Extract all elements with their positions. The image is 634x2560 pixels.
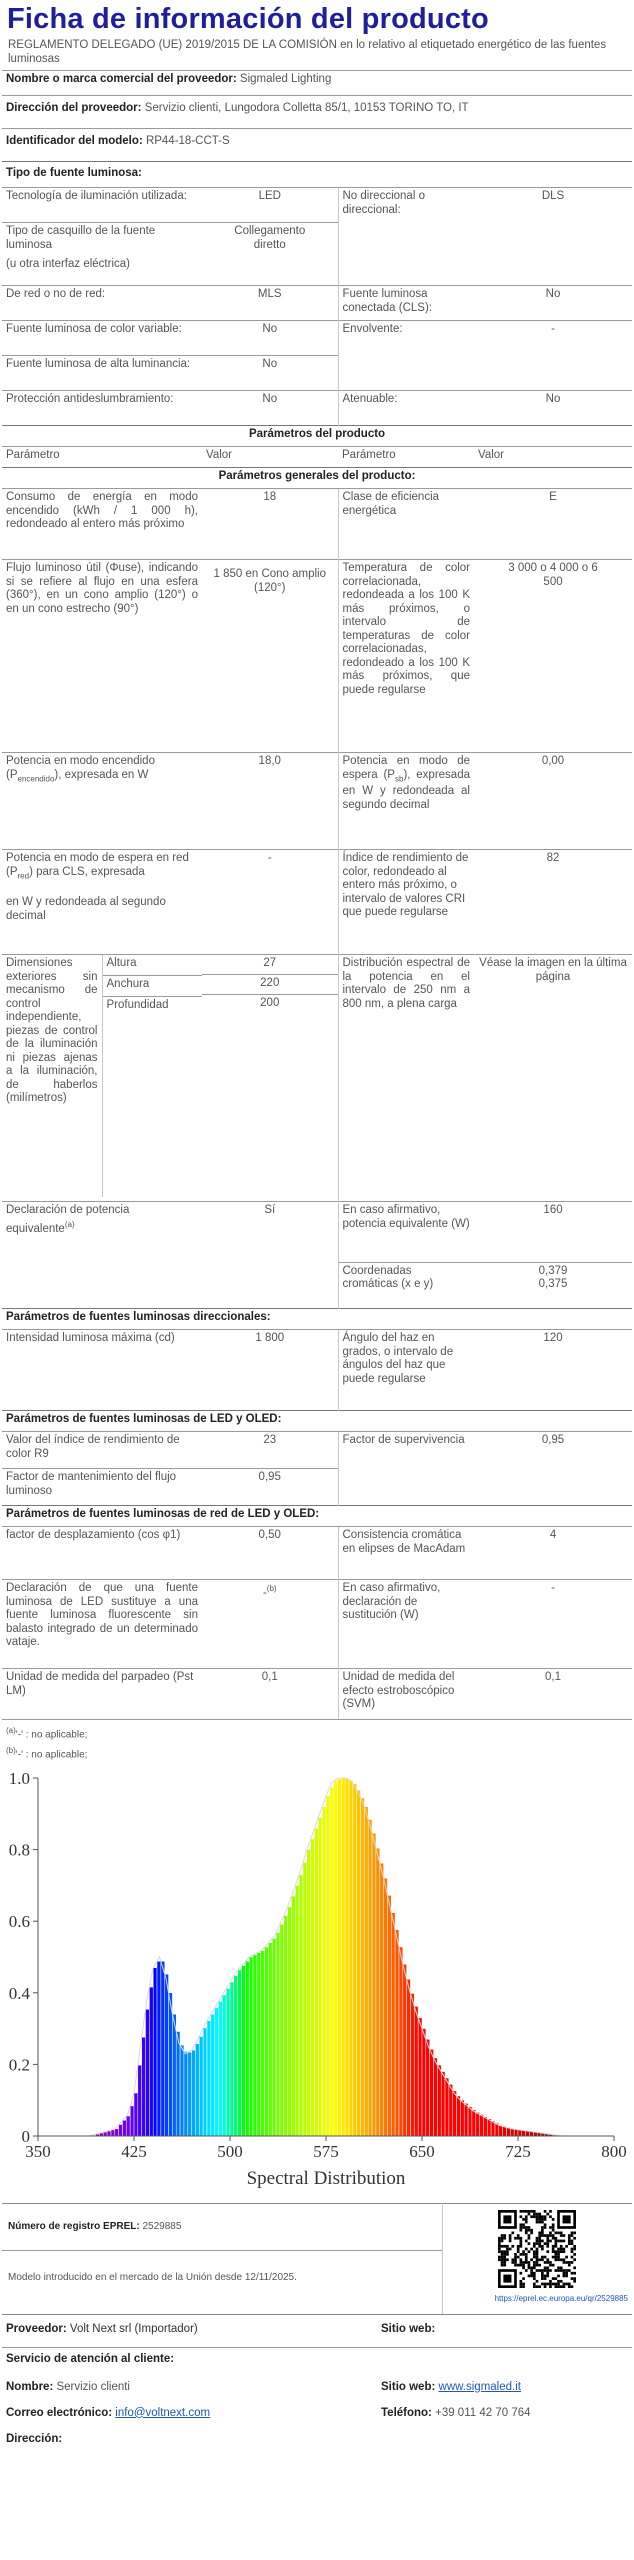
net-standby-value: - xyxy=(202,850,338,955)
model-id-label: Identificador del modelo: xyxy=(6,135,143,147)
power-label: Potencia en modo encendido $(P_{encendido})$, expresada en W xyxy=(2,753,202,850)
spectral-bar xyxy=(441,2071,445,2135)
contact-email-label: Correo electrónico: xyxy=(6,2406,113,2419)
spectral-bar xyxy=(176,2031,180,2136)
y-tick-label: 0.2 xyxy=(8,2055,30,2075)
disp-value: 0,50 xyxy=(202,1527,338,1580)
spectral-bar xyxy=(368,1819,372,2136)
chroma-y-value: 0,375 xyxy=(538,1278,568,1290)
survival-value: 0,95 xyxy=(474,1432,632,1469)
contact-phone-label: Teléfono: xyxy=(381,2406,432,2419)
spectral-bar xyxy=(480,2114,484,2136)
intensity-value: 1 800 xyxy=(202,1330,338,1411)
net-standby-row xyxy=(2,850,632,955)
section-led-oled: Parámetros de fuentes luminosas de LED y OLED: xyxy=(2,1411,632,1432)
width-label: Anchura xyxy=(102,976,202,997)
spectral-bar xyxy=(499,2125,503,2136)
spectral-bar xyxy=(372,1833,376,2136)
chroma-row xyxy=(2,1262,632,1309)
contact-name-label: Nombre: xyxy=(6,2380,54,2393)
model-id-value: RP44-18-CCT-S xyxy=(145,135,230,147)
net-standby-label: Potencia en modo de espera en red $(P_{red})$ para CLS, expresada en W y redondeada al segundo decimal xyxy=(2,850,202,955)
eprel-url-link[interactable]: https://eprel.ec.europa.eu/qr/2529885 xyxy=(494,2294,628,2304)
spectral-bar xyxy=(460,2100,464,2136)
section-source-type: Tipo de fuente luminosa: xyxy=(2,162,632,188)
dimensions-subtable xyxy=(2,955,202,1197)
spectral-bar xyxy=(514,2129,518,2136)
spectral-bar xyxy=(334,1781,338,2136)
flux-row xyxy=(2,560,632,753)
mains-value: MLS xyxy=(202,286,338,321)
technology-value: LED xyxy=(202,188,338,223)
r9-label: Valor del índice de rendimiento de color R9 xyxy=(2,1432,202,1469)
spectral-bar xyxy=(510,2128,514,2136)
spectral-bar xyxy=(291,1896,295,2136)
spectral-bar xyxy=(487,2118,491,2135)
cap-type-label-note: (u otra interfaz eléctrica) xyxy=(6,258,130,270)
provider-label: Proveedor: xyxy=(6,2322,67,2335)
variable-color-value: No xyxy=(202,321,338,356)
page-title: Ficha de información del producto xyxy=(7,3,489,35)
macadam-value: 4 xyxy=(474,1527,632,1580)
contact-address-label: Dirección: xyxy=(6,2432,63,2445)
y-tick-labels xyxy=(9,1770,38,2146)
contact-phone-value: +39 011 42 70 764 xyxy=(435,2406,531,2419)
cri-value: 82 xyxy=(474,850,632,955)
supplier-name-label: Nombre o marca comercial del proveedor: xyxy=(6,73,237,85)
depth-value: 200 xyxy=(202,994,338,1011)
technology-label: Tecnología de iluminación utilizada: xyxy=(2,188,202,223)
spectral-bar xyxy=(288,1907,292,2136)
cap-type-value: Collegamento diretto xyxy=(202,223,338,286)
spectral-bar xyxy=(472,2110,476,2136)
dimmable-label: Atenuable: xyxy=(338,391,474,426)
spectral-bar xyxy=(103,2132,107,2136)
equiv-w-label: En caso afirmativo, potencia equivalente (W) xyxy=(338,1202,474,1263)
depth-label: Profundidad xyxy=(102,997,202,1198)
flicker-value: 0,1 xyxy=(202,1669,338,1720)
spectral-bar xyxy=(361,1798,365,2136)
spectral-bar xyxy=(207,2020,211,2135)
flicker-row xyxy=(2,1669,632,1720)
spectral-bar xyxy=(123,2120,127,2136)
cri-label: Índice de rendimiento de color, redondeado al entero más próximo, o intervalo de valores CRI que puede regularse xyxy=(338,850,474,955)
x-tick-label: 425 xyxy=(121,2141,147,2161)
x-axis-title: Spectral Distribution xyxy=(246,2167,406,2189)
contact-email-link[interactable]: info@voltnext.com xyxy=(115,2406,211,2419)
spectral-bar xyxy=(276,1932,280,2135)
spectral-bar xyxy=(226,1988,230,2136)
spectral-bar xyxy=(387,1895,391,2136)
spectral-bar xyxy=(353,1783,357,2135)
provider-website-label: Sitio web: xyxy=(381,2322,436,2335)
spectral-distribution-chart xyxy=(2,1770,632,2190)
spectral-bar xyxy=(161,1961,165,2136)
eprel-reg-value: 2529885 xyxy=(142,2220,182,2232)
spectral-bar xyxy=(457,2096,461,2136)
spectral-bar xyxy=(395,1929,399,2135)
equiv-w-value: 160 xyxy=(474,1202,632,1263)
r9-value: 23 xyxy=(202,1432,338,1469)
standby-value: 0,00 xyxy=(474,753,632,850)
model-id-row xyxy=(2,129,632,162)
spectral-bar xyxy=(199,2036,203,2136)
product-info-sheet xyxy=(2,0,632,2455)
spectral-bar xyxy=(230,1982,234,2136)
y-tick-label: 0.4 xyxy=(8,1983,30,2003)
r9-row xyxy=(2,1432,632,1469)
spectral-bar xyxy=(146,2009,150,2136)
high-luminance-value: No xyxy=(202,356,338,391)
spectral-bar xyxy=(326,1796,330,2136)
spectral-bar xyxy=(338,1778,342,2135)
supplier-name-value: Sigmaled Lighting xyxy=(239,73,332,85)
spectral-bar xyxy=(330,1787,334,2136)
spectral-bar xyxy=(134,2093,138,2136)
spectral-bar xyxy=(257,1952,261,2135)
spectral-bar xyxy=(280,1924,284,2136)
spectral-bar xyxy=(234,1975,238,2135)
eprel-intro: Modelo introducido en el mercado de la Unión desde 12/11/2025. xyxy=(2,2250,442,2311)
spectral-bar xyxy=(142,2037,146,2136)
spectral-bar xyxy=(299,1874,303,2135)
col-param-2: Parámetro xyxy=(338,447,474,468)
spectral-bar xyxy=(238,1970,242,2136)
class-value: E xyxy=(474,489,632,560)
strobe-value: 0,1 xyxy=(474,1669,632,1720)
cls-value: No xyxy=(474,286,632,321)
contact-web-link[interactable]: www.sigmaled.it xyxy=(438,2380,521,2393)
spectral-bar xyxy=(222,1995,226,2136)
spectral-bar xyxy=(272,1938,276,2136)
spectral-bar xyxy=(249,1957,253,2136)
provider-value: Volt Next srl (Importador) xyxy=(69,2322,198,2335)
class-label: Clase de eficiencia energética xyxy=(338,489,474,560)
spectral-bar xyxy=(434,2058,438,2136)
page-subtitle: REGLAMENTO DELEGADO (UE) 2019/2015 DE LA COMISIÓN en lo relativo al etiquetado energético de las fuentes luminosas xyxy=(8,39,607,65)
spectral-bar xyxy=(384,1878,388,2136)
spectral-bar xyxy=(219,2001,223,2136)
replace-w-value: - xyxy=(474,1580,632,1669)
envelope-value: - xyxy=(474,321,632,356)
cls-label: Fuente luminosa conectada (CLS): xyxy=(338,286,474,321)
col-value-1: Valor xyxy=(202,447,338,468)
anti-glare-value: No xyxy=(202,391,338,426)
flux-label: Flujo luminoso útil (Φuse), indicando si se refiere al flujo en una esfera (360°), en un cono amplio (120°) o en un cono estrecho (90°) xyxy=(2,560,202,753)
supplier-address-row xyxy=(2,96,632,129)
maint-label: Factor de mantenimiento del flujo luminoso xyxy=(2,1469,202,1506)
standby-label: Potencia en modo de espera $(P_{sb})$, expresada en W y redondeada al segundo decimal xyxy=(338,753,474,850)
spectral-bar xyxy=(449,2084,453,2136)
energy-value: 18 xyxy=(202,489,338,560)
intensity-row xyxy=(2,1330,632,1411)
spectral-bar xyxy=(130,2106,134,2136)
spectral-bar xyxy=(476,2112,480,2136)
spectral-bar xyxy=(391,1912,395,2135)
source-row-2 xyxy=(2,223,632,286)
spectral-bar xyxy=(422,2028,426,2135)
power-value: 18,0 xyxy=(202,753,338,850)
section-mains-led: Parámetros de fuentes luminosas de red de LED y OLED: xyxy=(2,1506,632,1527)
spectral-bar xyxy=(407,1979,411,2136)
spectral-bar xyxy=(268,1942,272,2135)
spd-label: Distribución espectral de la potencia en el intervalo de 250 nm a 800 nm, a plena carga xyxy=(338,955,474,1202)
flicker-label: Unidad de medida del parpadeo (Pst LM) xyxy=(2,1669,202,1720)
envelope-label: Envolvente: xyxy=(338,321,474,356)
spectral-bar xyxy=(322,1806,326,2135)
spectral-bar xyxy=(464,2103,468,2136)
spectral-bar xyxy=(445,2078,449,2136)
y-tick-label: 0 xyxy=(21,2126,30,2146)
spd-value: Véase la imagen en la última página xyxy=(474,955,632,1202)
intensity-label: Intensidad luminosa máxima (cd) xyxy=(2,1330,202,1411)
footnote-b: $^{(b)}$'-' : no aplicable; xyxy=(6,1746,88,1761)
dimmable-value: No xyxy=(474,391,632,426)
contact-table xyxy=(2,2314,632,2455)
contact-web-label: Sitio web: xyxy=(381,2380,436,2393)
power-row xyxy=(2,753,632,850)
spectral-bar xyxy=(403,1964,407,2136)
footnotes xyxy=(6,1723,628,1764)
x-tick-label: 350 xyxy=(25,2141,51,2161)
spectral-bar xyxy=(126,2116,130,2136)
spectral-bar xyxy=(169,1992,173,2135)
equiv-row xyxy=(2,1202,632,1263)
spectral-bar xyxy=(115,2128,119,2135)
directional-value: DLS xyxy=(474,188,632,223)
spectral-bar xyxy=(211,2014,215,2136)
spectral-bar xyxy=(364,1806,368,2135)
flux-value: 1 850 en Cono amplio (120°) xyxy=(202,560,338,753)
spectral-bar xyxy=(245,1961,249,2136)
spectral-bar xyxy=(318,1817,322,2136)
spectral-bar xyxy=(341,1778,345,2136)
spectral-bar xyxy=(157,1961,161,2136)
source-row-6 xyxy=(2,391,632,426)
source-row-5 xyxy=(2,356,632,391)
beam-label: Ángulo del haz en grados, o intervalo de ángulos del haz que puede regularse xyxy=(338,1330,474,1411)
chroma-label: Coordenadas cromáticas (x e y) xyxy=(338,1262,474,1309)
main-table xyxy=(2,70,632,1720)
eprel-block xyxy=(2,2203,632,2314)
spectral-bar xyxy=(414,2006,418,2136)
x-tick-label: 650 xyxy=(409,2141,435,2161)
beam-value: 120 xyxy=(474,1330,632,1411)
mains-label: De red o no de red: xyxy=(2,286,202,321)
spectral-bar xyxy=(284,1915,288,2136)
directional-label: No direccional o direccional: xyxy=(338,188,474,223)
high-luminance-label: Fuente luminosa de alta luminancia: xyxy=(2,356,202,391)
customer-service-label: Servicio de atención al cliente: xyxy=(2,2347,632,2375)
spectral-bar xyxy=(261,1950,265,2135)
spectral-bar xyxy=(253,1955,257,2136)
spectral-bar xyxy=(111,2130,115,2136)
spectral-bar xyxy=(426,2039,430,2136)
params-header-row xyxy=(2,447,632,468)
spectral-bar xyxy=(399,1947,403,2136)
variable-color-label: Fuente luminosa de color variable: xyxy=(2,321,202,356)
dimensions-label: Dimensiones exteriores sin mecanismo de control independiente, piezas de control de la iluminación ni piezas ajenas a la iluminación, de haberlos (milímetros) xyxy=(6,957,98,1104)
spectral-bar xyxy=(468,2106,472,2135)
strobe-label: Unidad de medida del efecto estroboscópico (SVM) xyxy=(338,1669,474,1720)
spectral-bar xyxy=(192,2050,196,2136)
supplier-name-row xyxy=(2,71,632,96)
equiv-label: Declaración de potencia equivalente$^{(a)}$ xyxy=(2,1202,202,1263)
spectral-bar xyxy=(418,2018,422,2136)
source-row-4 xyxy=(2,321,632,356)
spectral-bar xyxy=(107,2131,111,2136)
spectral-bar xyxy=(453,2091,457,2136)
spectral-bar xyxy=(215,2007,219,2135)
spectral-bar xyxy=(203,2028,207,2136)
spectral-bar xyxy=(437,2065,441,2136)
spectral-bar xyxy=(153,1967,157,2135)
spectral-bar xyxy=(184,2051,188,2136)
source-row-3 xyxy=(2,286,632,321)
section-directional: Parámetros de fuentes luminosas direccionales: xyxy=(2,1309,632,1330)
supplier-address-value: Servizio clienti, Lungodora Colletta 85/1, 10153 TORINO TO, IT xyxy=(144,102,469,114)
disp-row xyxy=(2,1527,632,1580)
energy-row xyxy=(2,489,632,560)
spectral-bar xyxy=(345,1778,349,2136)
spectral-bar xyxy=(503,2126,507,2136)
maint-value: 0,95 xyxy=(202,1469,338,1506)
width-value: 220 xyxy=(202,974,338,994)
spectral-bar xyxy=(307,1849,311,2135)
macadam-label: Consistencia cromática en elipses de MacAdam xyxy=(338,1527,474,1580)
footnote-a: $^{(a)}$'-' : no aplicable; xyxy=(6,1726,88,1741)
x-tick-label: 725 xyxy=(505,2141,531,2161)
height-value: 27 xyxy=(263,957,277,969)
x-tick-label: 800 xyxy=(601,2141,627,2161)
chroma-x-value: 0,379 xyxy=(538,1264,568,1277)
spectral-bar xyxy=(357,1790,361,2136)
anti-glare-label: Protección antideslumbramiento: xyxy=(2,391,202,426)
spectral-bar xyxy=(195,2043,199,2135)
spectral-bar xyxy=(149,1987,153,2136)
col-param-1: Parámetro xyxy=(2,447,202,468)
contact-name-value: Servizio clienti xyxy=(56,2380,130,2393)
spectral-bar xyxy=(411,1993,415,2136)
maint-row xyxy=(2,1469,632,1506)
cap-type-label: Tipo de casquillo de la fuente luminosa xyxy=(6,225,156,251)
spectral-bar xyxy=(265,1947,269,2136)
spectral-bars xyxy=(92,1778,564,2136)
spectral-bar xyxy=(172,2014,176,2136)
spectral-bar xyxy=(303,1862,307,2136)
disp-label: factor de desplazamiento (cos φ1) xyxy=(2,1527,202,1580)
spectral-bar xyxy=(242,1965,246,2135)
source-row-1 xyxy=(2,188,632,223)
section-product-params: Parámetros del producto xyxy=(2,426,632,447)
col-value-2: Valor xyxy=(474,447,632,468)
spectral-bar xyxy=(165,1974,169,2136)
replace-row xyxy=(2,1580,632,1669)
spectral-bar xyxy=(315,1828,319,2136)
eprel-reg-label: Número de registro EPREL: xyxy=(8,2220,140,2232)
dimensions-row xyxy=(2,955,632,1202)
x-tick-label: 575 xyxy=(313,2141,339,2161)
spectral-bar xyxy=(138,2065,142,2136)
spectral-bar xyxy=(376,1848,380,2136)
y-tick-label: 0.6 xyxy=(8,1911,30,1931)
x-tick-labels xyxy=(25,2136,627,2161)
spectral-bar xyxy=(483,2116,487,2135)
survival-label: Factor de supervivencia xyxy=(338,1432,474,1469)
energy-label: Consumo de energía en modo encendido (kWh / 1 000 h), redondeado al entero más próximo xyxy=(2,489,202,560)
eprel-reg xyxy=(2,2204,442,2250)
spectral-bar xyxy=(119,2124,123,2136)
height-label: Altura xyxy=(102,955,202,976)
x-tick-label: 500 xyxy=(217,2141,243,2161)
spectral-bar xyxy=(349,1780,353,2136)
replace-label: Declaración de que una fuente luminosa de LED sustituye a una fuente luminosa fluorescente sin balasto integrado de un determinado vataje. xyxy=(2,1580,202,1669)
spectral-bar xyxy=(380,1863,384,2136)
spectral-bar xyxy=(430,2049,434,2136)
section-general-params: Parámetros generales del producto: xyxy=(2,468,632,489)
cct-label: Temperatura de color correlacionada, redondeada a los 100 K más próximos, o intervalo de temperaturas de color correlacionadas, redondeado a los 100 K más próximos, que puede regularse xyxy=(338,560,474,753)
replace-value: -$^{(b)}$ xyxy=(202,1580,338,1669)
qr-code-icon xyxy=(498,2210,576,2288)
y-tick-label: 0.8 xyxy=(8,1840,30,1860)
replace-w-label: En caso afirmativo, declaración de sustitución (W) xyxy=(338,1580,474,1669)
spectral-bar xyxy=(295,1885,299,2136)
spectral-bar xyxy=(311,1839,315,2136)
equiv-value: Sí xyxy=(202,1202,338,1263)
spectral-bar xyxy=(188,2052,192,2136)
y-tick-label: 1.0 xyxy=(8,1769,30,1788)
spectral-chart xyxy=(2,1770,632,2195)
cct-value: 3 000 o 4 000 o 6 500 xyxy=(474,560,632,753)
spectral-bar xyxy=(180,2045,184,2136)
supplier-address-label: Dirección del proveedor: xyxy=(6,102,142,114)
